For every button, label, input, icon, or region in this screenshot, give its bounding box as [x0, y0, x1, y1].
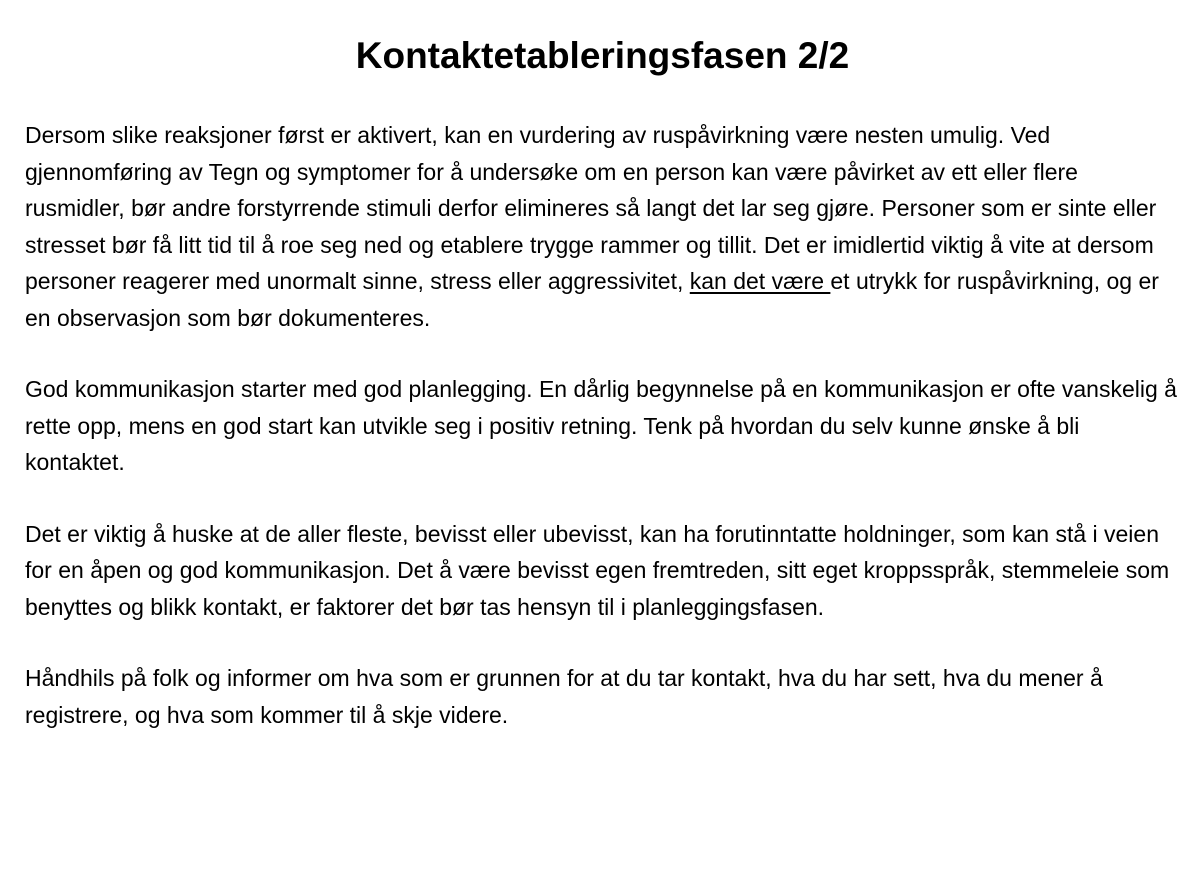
- paragraph-attitudes: Det er viktig å huske at de aller fleste, bevisst eller ubevisst, kan ha forutinntatte holdninger, som kan stå i veien for en åpen og god kommunikasjon. Det å være bevisst egen fremtreden, sitt eget kroppsspråk, stemmeleie som benyttes og blikk kontakt, er faktorer det bør tas hensyn til i planleggingsfasen.: [25, 520, 1170, 620]
- paragraph-greeting: Håndhils på folk og informer om hva som er grunnen for at du tar kontakt, hva du har sett, hva du mener å registrere, og hva som kommer til å skje videre.: [25, 665, 1103, 728]
- paragraph-reactions-text-end: et utrykk for ruspåvirkning, og er en observasjon som bør dokumenteres.: [25, 268, 1159, 331]
- paragraph-reactions-text: Dersom slike reaksjoner først er aktivert, kan en vurdering av ruspåvirkning være nesten umulig. Ved gjennomføring av Tegn og symptomer for å undersøke om en person kan være påvirket av ett eller flere rusmidler, bør andre forstyrrende stimuli derfor elimineres så langt det lar seg gjøre. Personer som er sinte eller stresset bør få litt tid til å roe seg ned og etablere trygge rammer og tillit. Det er imidlertid viktig å vite at dersom personer reagerer med unormalt sinne, stress eller aggressivitet,: [25, 122, 1157, 294]
- slide-title: Kontaktetableringsfasen 2/2: [355, 35, 850, 76]
- underlined-phrase: kan det være: [689, 268, 831, 294]
- paragraph-reactions: [25, 117, 1180, 336]
- paragraph-planning: God kommunikasjon starter med god planlegging. En dårlig begynnelse på en kommunikasjon er ofte vanskelig å rette opp, mens en god start kan utvikle seg i positiv retning. Tenk på hvordan du selv kunne ønske å bli kontaktet.: [25, 376, 1177, 475]
- slide-body: [25, 117, 1180, 733]
